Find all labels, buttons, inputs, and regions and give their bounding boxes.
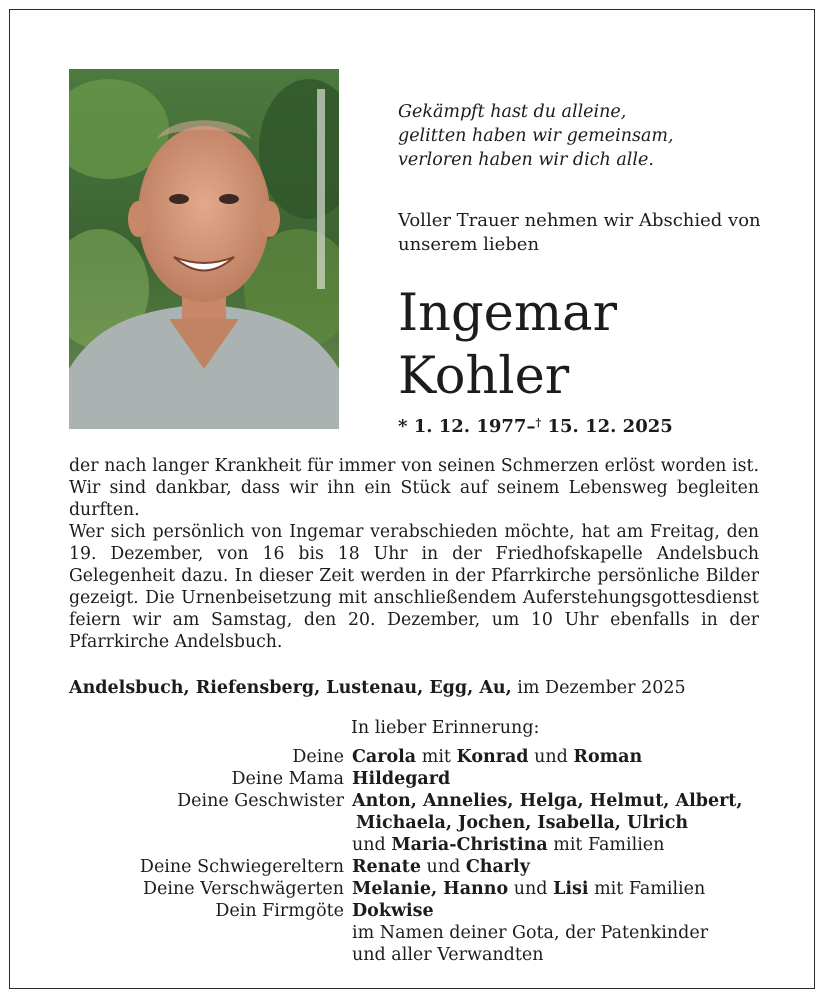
deceased-name: [398, 282, 798, 408]
relation-label: Deine: [292, 747, 344, 767]
family-row: [70, 834, 790, 856]
relation-label: Dein Firmgöte: [215, 901, 344, 921]
person-name: Maria-Christina: [391, 835, 548, 855]
relation-label: Deine Geschwister: [177, 791, 344, 811]
family-row: [70, 856, 790, 878]
family-row: [70, 944, 790, 966]
verse-line: verloren haben wir dich alle.: [398, 150, 654, 170]
relation-label-empty: [70, 812, 352, 834]
connector: und: [508, 879, 554, 899]
relation-names: [352, 878, 790, 900]
connector: und: [528, 747, 574, 767]
connector: und: [352, 835, 392, 855]
verse-line: gelitten haben wir gemeinsam,: [398, 126, 674, 146]
person-name: Roman: [573, 747, 643, 767]
person-name: Hildegard: [352, 769, 451, 789]
relation-names: [352, 856, 790, 878]
birth-date: 1. 12. 1977: [413, 416, 527, 437]
relation-names: [352, 900, 790, 922]
person-name: Anton, Annelies, Helga, Helmut, Albert,: [352, 791, 743, 811]
person-name: Melanie, Hanno: [352, 879, 509, 899]
connector: und: [420, 857, 466, 877]
connector: mit Familien: [547, 835, 665, 855]
body-paragraph: der nach langer Krankheit für immer von seinen Schmerzen erlöst worden ist. Wir sind dankbar, dass wir ihn ein Stück auf seinem Lebensweg begleiten durften.: [69, 456, 759, 520]
verse-line: Gekämpft hast du alleine,: [398, 102, 627, 122]
closing-line: und aller Verwandten: [352, 945, 544, 965]
birth-symbol: *: [398, 416, 408, 437]
relation-names: [352, 812, 790, 834]
relation-label: Deine Mama: [231, 769, 344, 789]
person-name: Charly: [465, 857, 530, 877]
verse: [398, 100, 798, 172]
body-paragraph: Wer sich persönlich von Ingemar verabschieden möchte, hat am Freitag, den 19. Dezember, von 16 bis 18 Uhr in der Friedhofskapelle Andelsbuch Gelegenheit dazu. In dieser Zeit werden in der Pfarrkirche persönliche Bilder gezeigt. Die Urnenbeisetzung mit anschließendem Auferstehungsgottesdienst feiern wir am Samstag, den 20. Dezember, um 10 Uhr ebenfalls in der Pfarrkirche Andelsbuch.: [69, 522, 759, 652]
death-date: 15. 12. 2025: [547, 416, 673, 437]
relation-names: [352, 746, 790, 768]
relation-names: [352, 768, 790, 790]
relation-label-empty: [70, 944, 352, 966]
family-row: [70, 878, 790, 900]
last-name: Kohler: [398, 347, 570, 406]
first-name: Ingemar: [398, 284, 617, 343]
relation-label: Deine Verschwägerten: [143, 879, 344, 899]
closing-line: im Namen deiner Gota, der Patenkinder: [352, 923, 709, 943]
family-list: [70, 746, 790, 966]
person-name: Michaela, Jochen, Isabella, Ulrich: [356, 813, 689, 833]
person-name: Lisi: [553, 879, 589, 899]
relation-names: [352, 790, 790, 812]
portrait-photo: [69, 69, 339, 429]
relation-label-empty: [70, 922, 352, 944]
family-row: [70, 812, 790, 834]
death-symbol: †: [535, 416, 542, 429]
person-name: Carola: [352, 747, 417, 767]
relation-label-empty: [70, 834, 352, 856]
date-dash: –: [526, 416, 536, 437]
relation-label: Deine Schwiegereltern: [139, 857, 344, 877]
connector: mit: [416, 747, 457, 767]
obituary-card: [9, 9, 815, 989]
life-dates: [398, 411, 798, 439]
issue-date: im Dezember 2025: [511, 678, 686, 698]
family-row: [70, 922, 790, 944]
connector: mit Familien: [588, 879, 706, 899]
family-row: [70, 746, 790, 768]
family-row: [70, 900, 790, 922]
announcement-body: [69, 455, 759, 653]
person-name: Renate: [352, 857, 421, 877]
portrait-image: [69, 69, 339, 429]
person-name: Dokwise: [352, 901, 434, 921]
family-row: [70, 790, 790, 812]
place-date-line: [69, 676, 759, 700]
person-name: Konrad: [456, 747, 529, 767]
family-row: [70, 768, 790, 790]
intro-line: unserem lieben: [398, 234, 540, 255]
intro-text: [398, 209, 798, 257]
memory-heading: In lieber Erinnerung:: [351, 718, 540, 738]
relation-names: [352, 834, 790, 856]
intro-line: Voller Trauer nehmen wir Abschied von: [398, 210, 761, 231]
locations: Andelsbuch, Riefensberg, Lustenau, Egg, Au,: [69, 678, 512, 698]
